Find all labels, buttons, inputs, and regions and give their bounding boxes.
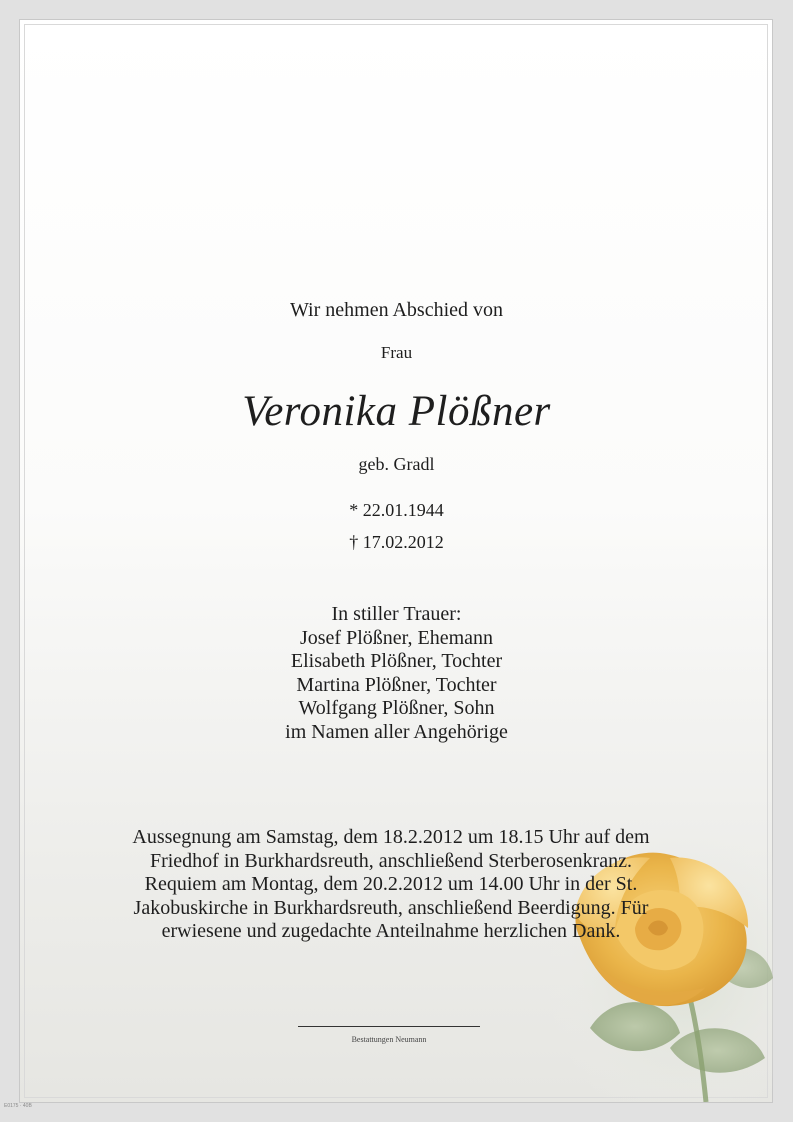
service-line: erwiesene und zugedachte Anteilnahme herzlichen Dank. [161, 920, 621, 943]
service-line: Requiem am Montag, dem 20.2.2012 um 14.00 Uhr in der St. [144, 873, 638, 896]
title-prefix: Frau [380, 343, 413, 362]
deceased-name: Veronika Plößner [242, 388, 551, 435]
mourner-line: Martina Plößner, Tochter [296, 673, 497, 696]
funeral-home-name: Bestattungen Neumann [351, 1035, 427, 1044]
service-line: Jakobuskirche in Burkhardsreuth, anschließend Beerdigung. Für [133, 896, 649, 919]
death-date: † 17.02.2012 [349, 532, 444, 552]
service-line: Aussegnung am Samstag, dem 18.2.2012 um 18.15 Uhr auf dem [132, 826, 650, 848]
mourners-heading: In stiller Trauer: [331, 603, 462, 625]
mourner-line: Josef Plößner, Ehemann [299, 626, 494, 649]
intro-text: Wir nehmen Abschied von [289, 299, 504, 321]
mourner-line: Elisabeth Plößner, Tochter [290, 650, 503, 672]
mourners-block [0, 603, 793, 744]
service-line: Friedhof in Burkhardsreuth, anschließend Sterberosenkranz. [149, 849, 633, 872]
imprint-code: E0175 · 40B [4, 1103, 32, 1109]
service-notice [96, 826, 686, 944]
signature-divider [298, 1026, 480, 1027]
mourner-line: Wolfgang Plößner, Sohn [298, 697, 495, 719]
birth-name: geb. Gradl [358, 454, 435, 474]
mourner-line: im Namen aller Angehörige [285, 720, 508, 743]
birth-date: * 22.01.1944 [349, 500, 444, 520]
